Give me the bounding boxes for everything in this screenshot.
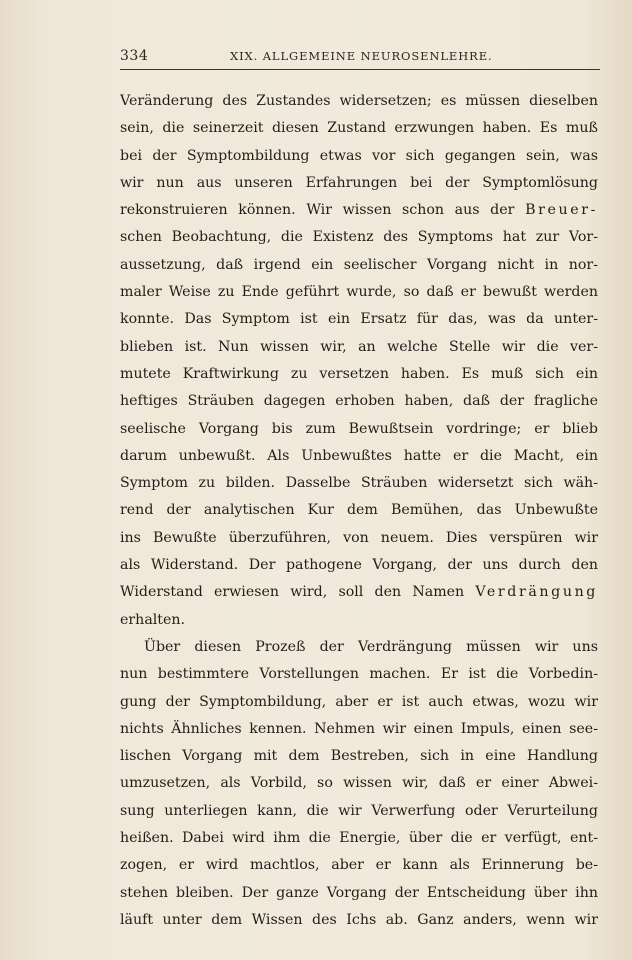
text-line: läuft unter dem Wissen des Ichs ab. Ganz anders, wenn wir <box>120 911 598 928</box>
text-line: Symptom zu bilden. Dasselbe Sträuben widersetzt sich wäh- <box>120 475 598 492</box>
text-line: umzusetzen, als Vorbild, so wissen wir, daß er einer Abwei- <box>120 775 598 792</box>
text-line: lischen Vorgang mit dem Bestreben, sich in eine Handlung <box>120 748 598 765</box>
text-line: wir nun aus unseren Erfahrungen bei der Symptomlösung <box>120 174 598 191</box>
text-line: darum unbewußt. Als Unbewußtes hatte er die Macht, ein <box>120 447 598 464</box>
page-header <box>120 48 600 68</box>
text-line: nichts Ähnliches kennen. Nehmen wir einen Impuls, einen see- <box>120 720 598 737</box>
text-line: nun bestimmtere Vorstellungen machen. Er ist die Vorbedin- <box>120 666 598 683</box>
text-line: schen Beobachtung, die Existenz des Symptoms hat zur Vor- <box>120 229 598 246</box>
text-line: ins Bewußte überzuführen, von neuem. Dies verspüren wir <box>120 529 598 546</box>
text-line: heftiges Sträuben dagegen erhoben haben, daß der fragliche <box>120 393 598 410</box>
text-line: rend der analytischen Kur dem Bemühen, das Unbewußte <box>120 502 598 519</box>
text-line: erhalten. <box>120 611 186 628</box>
text-line: zogen, er wird machtlos, aber er kann als Erinnerung be- <box>120 857 598 874</box>
text-line: bei der Symptombildung etwas vor sich gegangen sein, was <box>120 147 598 164</box>
header-rule <box>120 69 600 70</box>
text-line: als Widerstand. Der pathogene Vorgang, der uns durch den <box>120 557 598 574</box>
text-line: aussetzung, daß irgend ein seelischer Vorgang nicht in nor- <box>120 256 598 273</box>
text-segment: rekonstruieren können. Wir wissen schon aus der <box>120 202 515 219</box>
text-line: sung unterliegen kann, die wir Verwerfung oder Verurteilung <box>120 802 598 819</box>
text-line: seelische Vorgang bis zum Bewußtsein vordringe; er blieb <box>120 420 598 437</box>
text-line: blieben ist. Nun wissen wir, an welche Stelle wir die ver- <box>120 338 598 355</box>
text-line: Veränderung des Zustandes widersetzen; es müssen dieselben <box>120 93 598 109</box>
text-line: mutete Kraftwirkung zu versetzen haben. Es muß sich ein <box>120 365 598 382</box>
paragraph-2 <box>120 634 598 934</box>
emphasized-name-breuer: Breuer- <box>525 202 598 219</box>
paragraph-1 <box>120 88 598 634</box>
page-number: 334 <box>120 48 149 64</box>
text-line: konnte. Das Symptom ist ein Ersatz für das, was da unter- <box>120 311 598 328</box>
text-segment: Widerstand erwiesen wird, soll den Namen <box>120 584 465 601</box>
text-line <box>120 579 598 606</box>
text-line <box>120 197 598 224</box>
running-head: XIX. ALLGEMEINE NEUROSENLEHRE. <box>230 49 493 63</box>
text-line: gung der Symptombildung, aber er ist auch etwas, wozu wir <box>120 693 598 710</box>
text-line: sein, die seinerzeit diesen Zustand erzwungen haben. Es muß <box>120 120 598 137</box>
text-line: maler Weise zu Ende geführt wurde, so daß er bewußt werden <box>120 284 598 301</box>
emphasized-term-verdraengung: Verdrängung <box>475 584 598 601</box>
body-text <box>120 88 598 934</box>
text-line: Über diesen Prozeß der Verdrängung müssen wir uns <box>144 638 598 655</box>
text-line: heißen. Dabei wird ihm die Energie, über die er verfügt, ent- <box>120 830 598 847</box>
text-line: stehen bleiben. Der ganze Vorgang der Entscheidung über ihn <box>120 884 598 901</box>
